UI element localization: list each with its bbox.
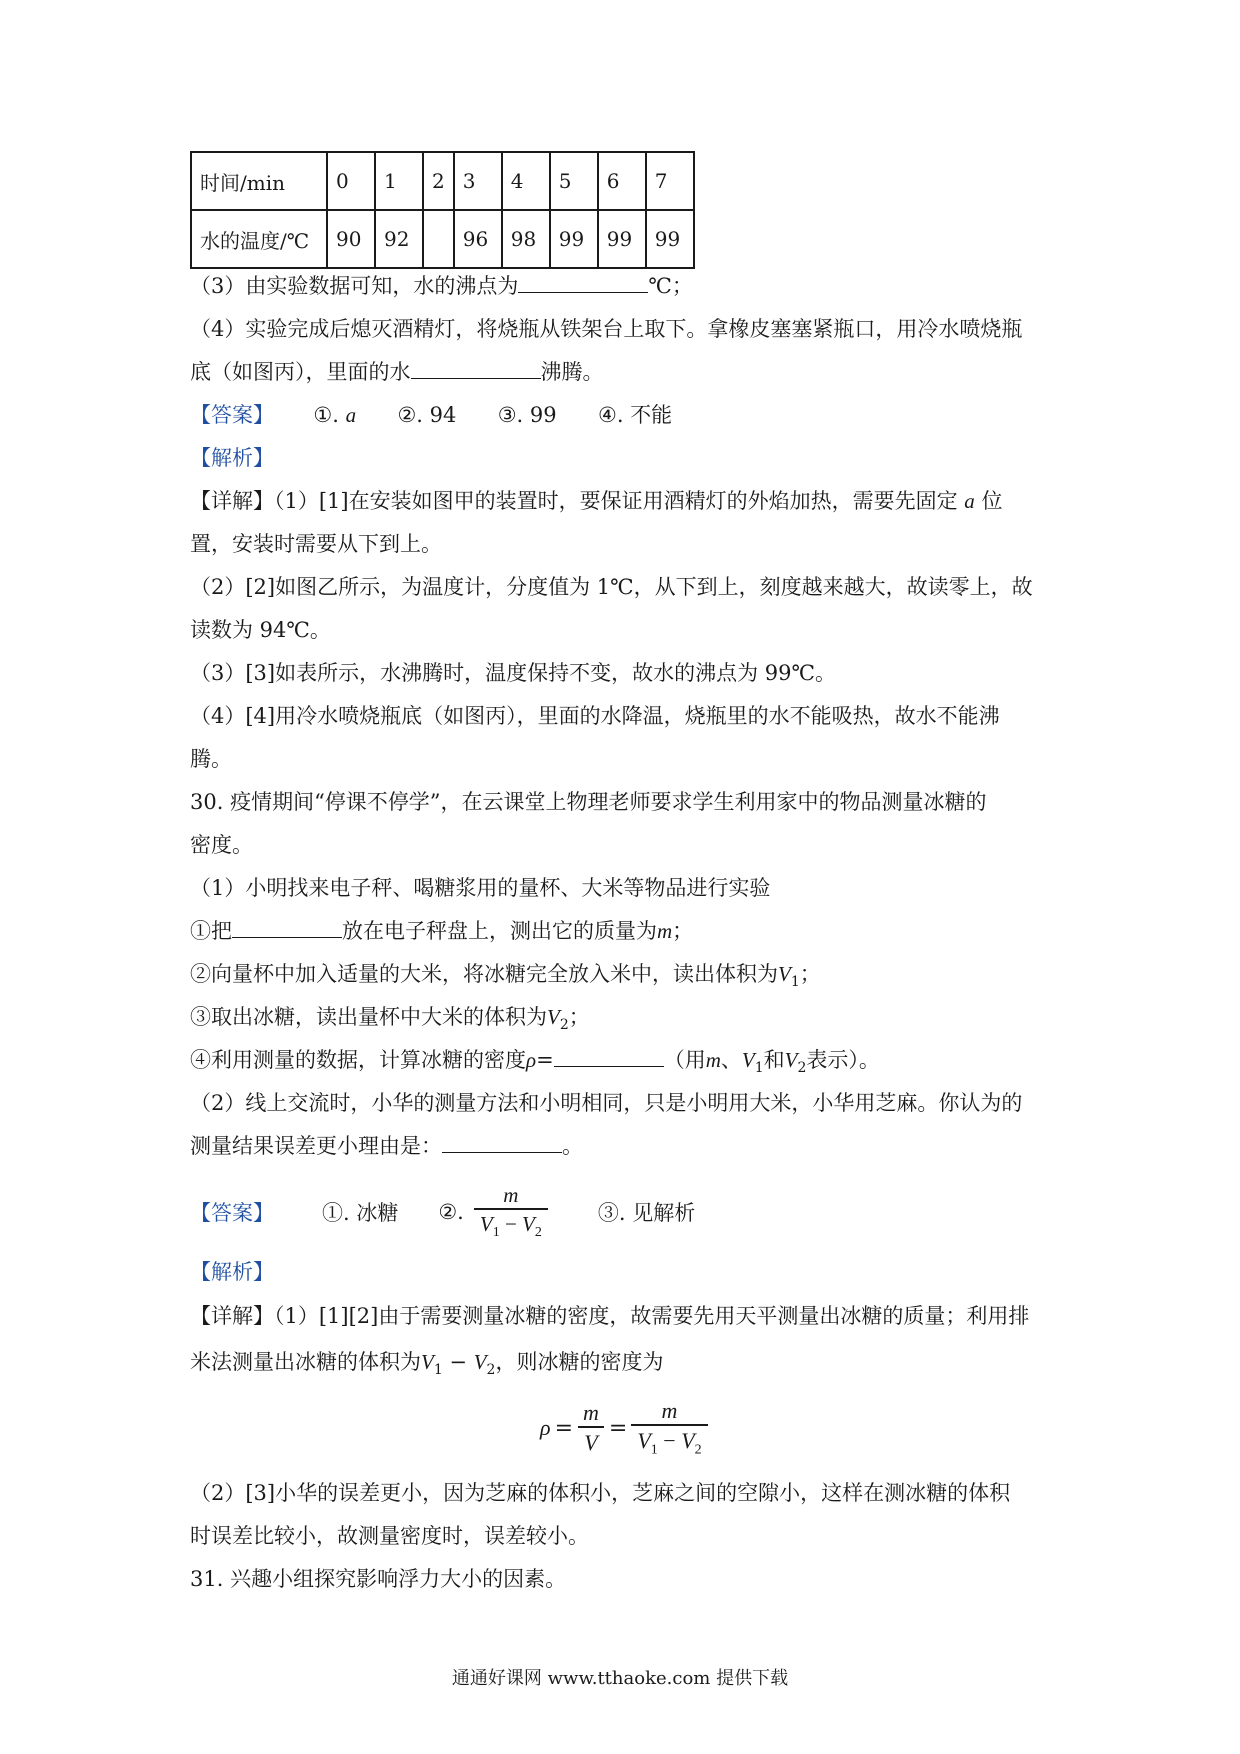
answer-blank [411,358,541,379]
answer-tag: 【答案】 [190,403,274,427]
q30-detail-2a: （2）[3]小华的误差更小，因为芝麻的体积小，芝麻之间的空隙小，这样在测冰糖的体积 [190,1481,1011,1505]
data-table [190,151,695,269]
answer-blank [442,1132,562,1153]
table-header-temp: 水的温度/℃ [191,210,327,268]
table-cell: 5 [550,152,598,210]
table-cell: 99 [550,210,598,268]
density-fraction: $\frac{m}{V_1 - V_2}$ [474,1183,548,1241]
table-cell: 0 [327,152,375,210]
answer-blank [554,1046,664,1067]
q29-part4-line1: （4）实验完成后熄灭酒精灯，将烧瓶从铁架台上取下。拿橡皮塞塞紧瓶口，用冷水喷烧瓶 [190,317,1023,341]
q30-stem-1: 30. 疫情期间“停课不停学”，在云课堂上物理老师要求学生利用家中的物品测量冰糖的 [190,790,987,814]
q30-stem-2: 密度。 [190,833,253,857]
table-cell: 98 [502,210,550,268]
q30-detail-1a: 【详解】（1）[1][2]由于需要测量冰糖的密度，故需要先用天平测量出冰糖的质量；利用排 [190,1304,1030,1328]
table-cell: 90 [327,210,375,268]
table-cell: 99 [646,210,694,268]
q30-step1: ①把 放在电子秤盘上，测出它的质量为m； [190,919,694,943]
q29-detail-2a: （2）[2]如图乙所示，为温度计，分度值为 1℃，从下到上，刻度越来越大，故读零上，故 [190,575,1033,599]
q30-part1: （1）小明找来电子秤、喝糖浆用的量杯、大米等物品进行实验 [190,876,771,900]
table-row [191,152,694,210]
q29-part4-line2: 底（如图丙），里面的水 沸腾。 [190,360,604,384]
q30-step2: ②向量杯中加入适量的大米，将冰糖完全放入米中，读出体积为$V_1$； [190,962,821,991]
table-cell: 99 [598,210,646,268]
q30-answer: 【答案】 ①. 冰糖 ②. $\frac{m}{V_1 - V_2}$ ③. 见解析 [190,1182,696,1241]
answer-blank [518,272,648,293]
q29-detail-2b: 读数为 94℃。 [190,618,331,642]
table-cell: 4 [502,152,550,210]
q29-detail-4b: 腾。 [190,747,232,771]
formula-fraction-simple: $\frac{m}{V}$ [577,1400,605,1456]
table-cell: 1 [375,152,423,210]
table-header-time: 时间/min [191,152,327,210]
q30-detail-2b: 时误差比较小，故测量密度时，误差较小。 [190,1524,589,1548]
answer-tag: 【答案】 [190,1201,274,1225]
table-cell: 2 [423,152,454,210]
q30-detail-1b: 米法测量出冰糖的体积为$V_1 - V_2$，则冰糖的密度为 [190,1350,664,1379]
formula-fraction-volume: $\frac{m}{V_1 - V_2}$ [631,1398,707,1458]
table-cell: 92 [375,210,423,268]
table-row [191,210,694,268]
q29-part3: （3）由实验数据可知，水的沸点为 ℃； [190,274,693,298]
q30-part2-1: （2）线上交流时，小华的测量方法和小明相同，只是小明用大米，小华用芝麻。你认为的 [190,1091,1023,1115]
q29-detail-1b: 置，安装时需要从下到上。 [190,532,442,556]
q29-answer: 【答案】 ①. a ②. 94 ③. 99 ④. 不能 [190,403,673,427]
analysis-tag: 【解析】 [190,1260,274,1284]
table-cell: 6 [598,152,646,210]
q31-stem: 31. 兴趣小组探究影响浮力大小的因素。 [190,1567,567,1591]
analysis-tag: 【解析】 [190,446,274,470]
answer-blank [232,917,342,938]
q29-detail-1a: 【详解】（1）[1]在安装如图甲的装置时，要保证用酒精灯的外焰加热，需要先固定 a 位 [190,489,1003,513]
table-cell: 96 [454,210,502,268]
q29-detail-4a: （4）[4]用冷水喷烧瓶底（如图丙），里面的水降温，烧瓶里的水不能吸热，故水不能沸 [190,704,1000,728]
q30-step3: ③取出冰糖，读出量杯中大米的体积为$V_2$； [190,1005,590,1034]
table-cell [423,210,454,268]
density-formula: ρ = $\frac{m}{V}$ = $\frac{m}{V_1 - V_2}$ [540,1392,708,1464]
q29-detail-3: （3）[3]如表所示，水沸腾时，温度保持不变，故水的沸点为 99℃。 [190,661,836,685]
page-footer: 通通好课网 www.tthaoke.com 提供下载 [451,1668,789,1689]
table-cell: 7 [646,152,694,210]
table-cell: 3 [454,152,502,210]
q30-step4: ④利用测量的数据，计算冰糖的密度ρ= （用m、$V_1$和$V_2$表示）。 [190,1048,880,1077]
q30-part2-2: 测量结果误差更小理由是： 。 [190,1134,583,1158]
